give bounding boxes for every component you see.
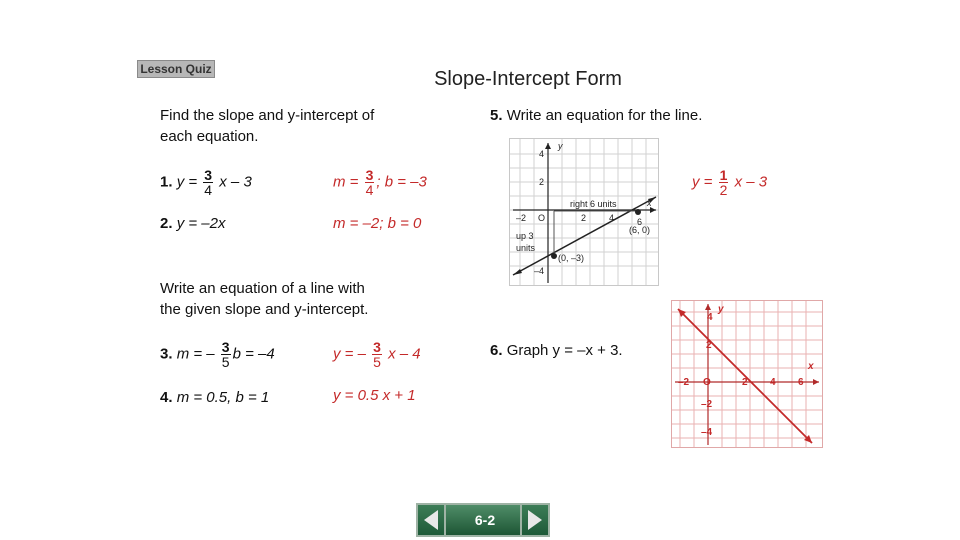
question-3: 3. m = – $\frac{3}{5}$ b = –4 — [160, 339, 275, 370]
svg-text:x: x — [808, 361, 814, 372]
nav-next-button[interactable] — [520, 503, 550, 537]
answer-2: m = –2; b = 0 — [333, 215, 422, 232]
svg-text:4: 4 — [707, 312, 713, 323]
question-1: 1. y = $\frac{3}{4}$ x – 3 — [160, 167, 252, 198]
svg-text:right 6 units: right 6 units — [570, 199, 617, 209]
question-4: 4. m = 0.5, b = 1 — [160, 389, 270, 406]
nav-page-indicator[interactable]: 6-2 — [444, 503, 526, 537]
graph-question-5 — [509, 138, 659, 286]
nav-prev-button[interactable] — [416, 503, 446, 537]
svg-text:O: O — [538, 213, 546, 223]
svg-text:2: 2 — [706, 340, 712, 351]
svg-text:–2: –2 — [516, 213, 527, 223]
graph-question-6 — [671, 300, 823, 448]
answer-4: y = 0.5 x + 1 — [333, 387, 416, 404]
svg-text:4: 4 — [609, 213, 615, 223]
svg-text:2: 2 — [742, 377, 748, 388]
section1-intro: Find the slope and y-intercept of each equation. — [160, 107, 375, 145]
svg-text:(0, –3): (0, –3) — [558, 253, 585, 263]
svg-text:units: units — [516, 243, 536, 253]
svg-text:up 3: up 3 — [516, 231, 534, 241]
svg-text:y: y — [718, 304, 724, 315]
svg-text:4: 4 — [539, 149, 545, 159]
svg-text:–4: –4 — [701, 427, 713, 438]
svg-text:6: 6 — [798, 377, 804, 388]
svg-text:y: y — [558, 141, 563, 151]
question-6: 6. Graph y = –x + 3. — [490, 342, 623, 359]
svg-text:2: 2 — [539, 177, 545, 187]
svg-text:–4: –4 — [534, 266, 545, 276]
point-0-neg3 — [551, 253, 557, 259]
svg-text:x: x — [647, 198, 652, 208]
point-6-0 — [635, 209, 641, 215]
svg-text:4: 4 — [770, 377, 776, 388]
svg-text:O: O — [703, 377, 711, 388]
arrow-left-icon — [418, 505, 444, 535]
svg-text:–2: –2 — [678, 377, 690, 388]
question-5: 5. Write an equation for the line. — [490, 107, 703, 124]
answer-5: y = $\frac{1}{2}$ x – 3 — [692, 167, 768, 198]
lesson-quiz-badge: Lesson Quiz — [137, 60, 215, 78]
answer-1: m = $\frac{3}{4}$ ; b = –3 — [333, 167, 427, 198]
svg-text:6: 6 — [637, 217, 643, 227]
answer-3: y = – $\frac{3}{5}$ x – 4 — [333, 339, 421, 370]
section2-intro: Write an equation of a line with the given slope and y-intercept. — [160, 280, 369, 318]
arrow-right-icon — [522, 505, 548, 535]
question-2: 2. y = –2x — [160, 215, 226, 232]
svg-text:(6, 0): (6, 0) — [629, 225, 651, 235]
svg-text:–2: –2 — [701, 399, 713, 410]
svg-text:2: 2 — [581, 213, 587, 223]
page-title: Slope-Intercept Form — [434, 68, 622, 90]
